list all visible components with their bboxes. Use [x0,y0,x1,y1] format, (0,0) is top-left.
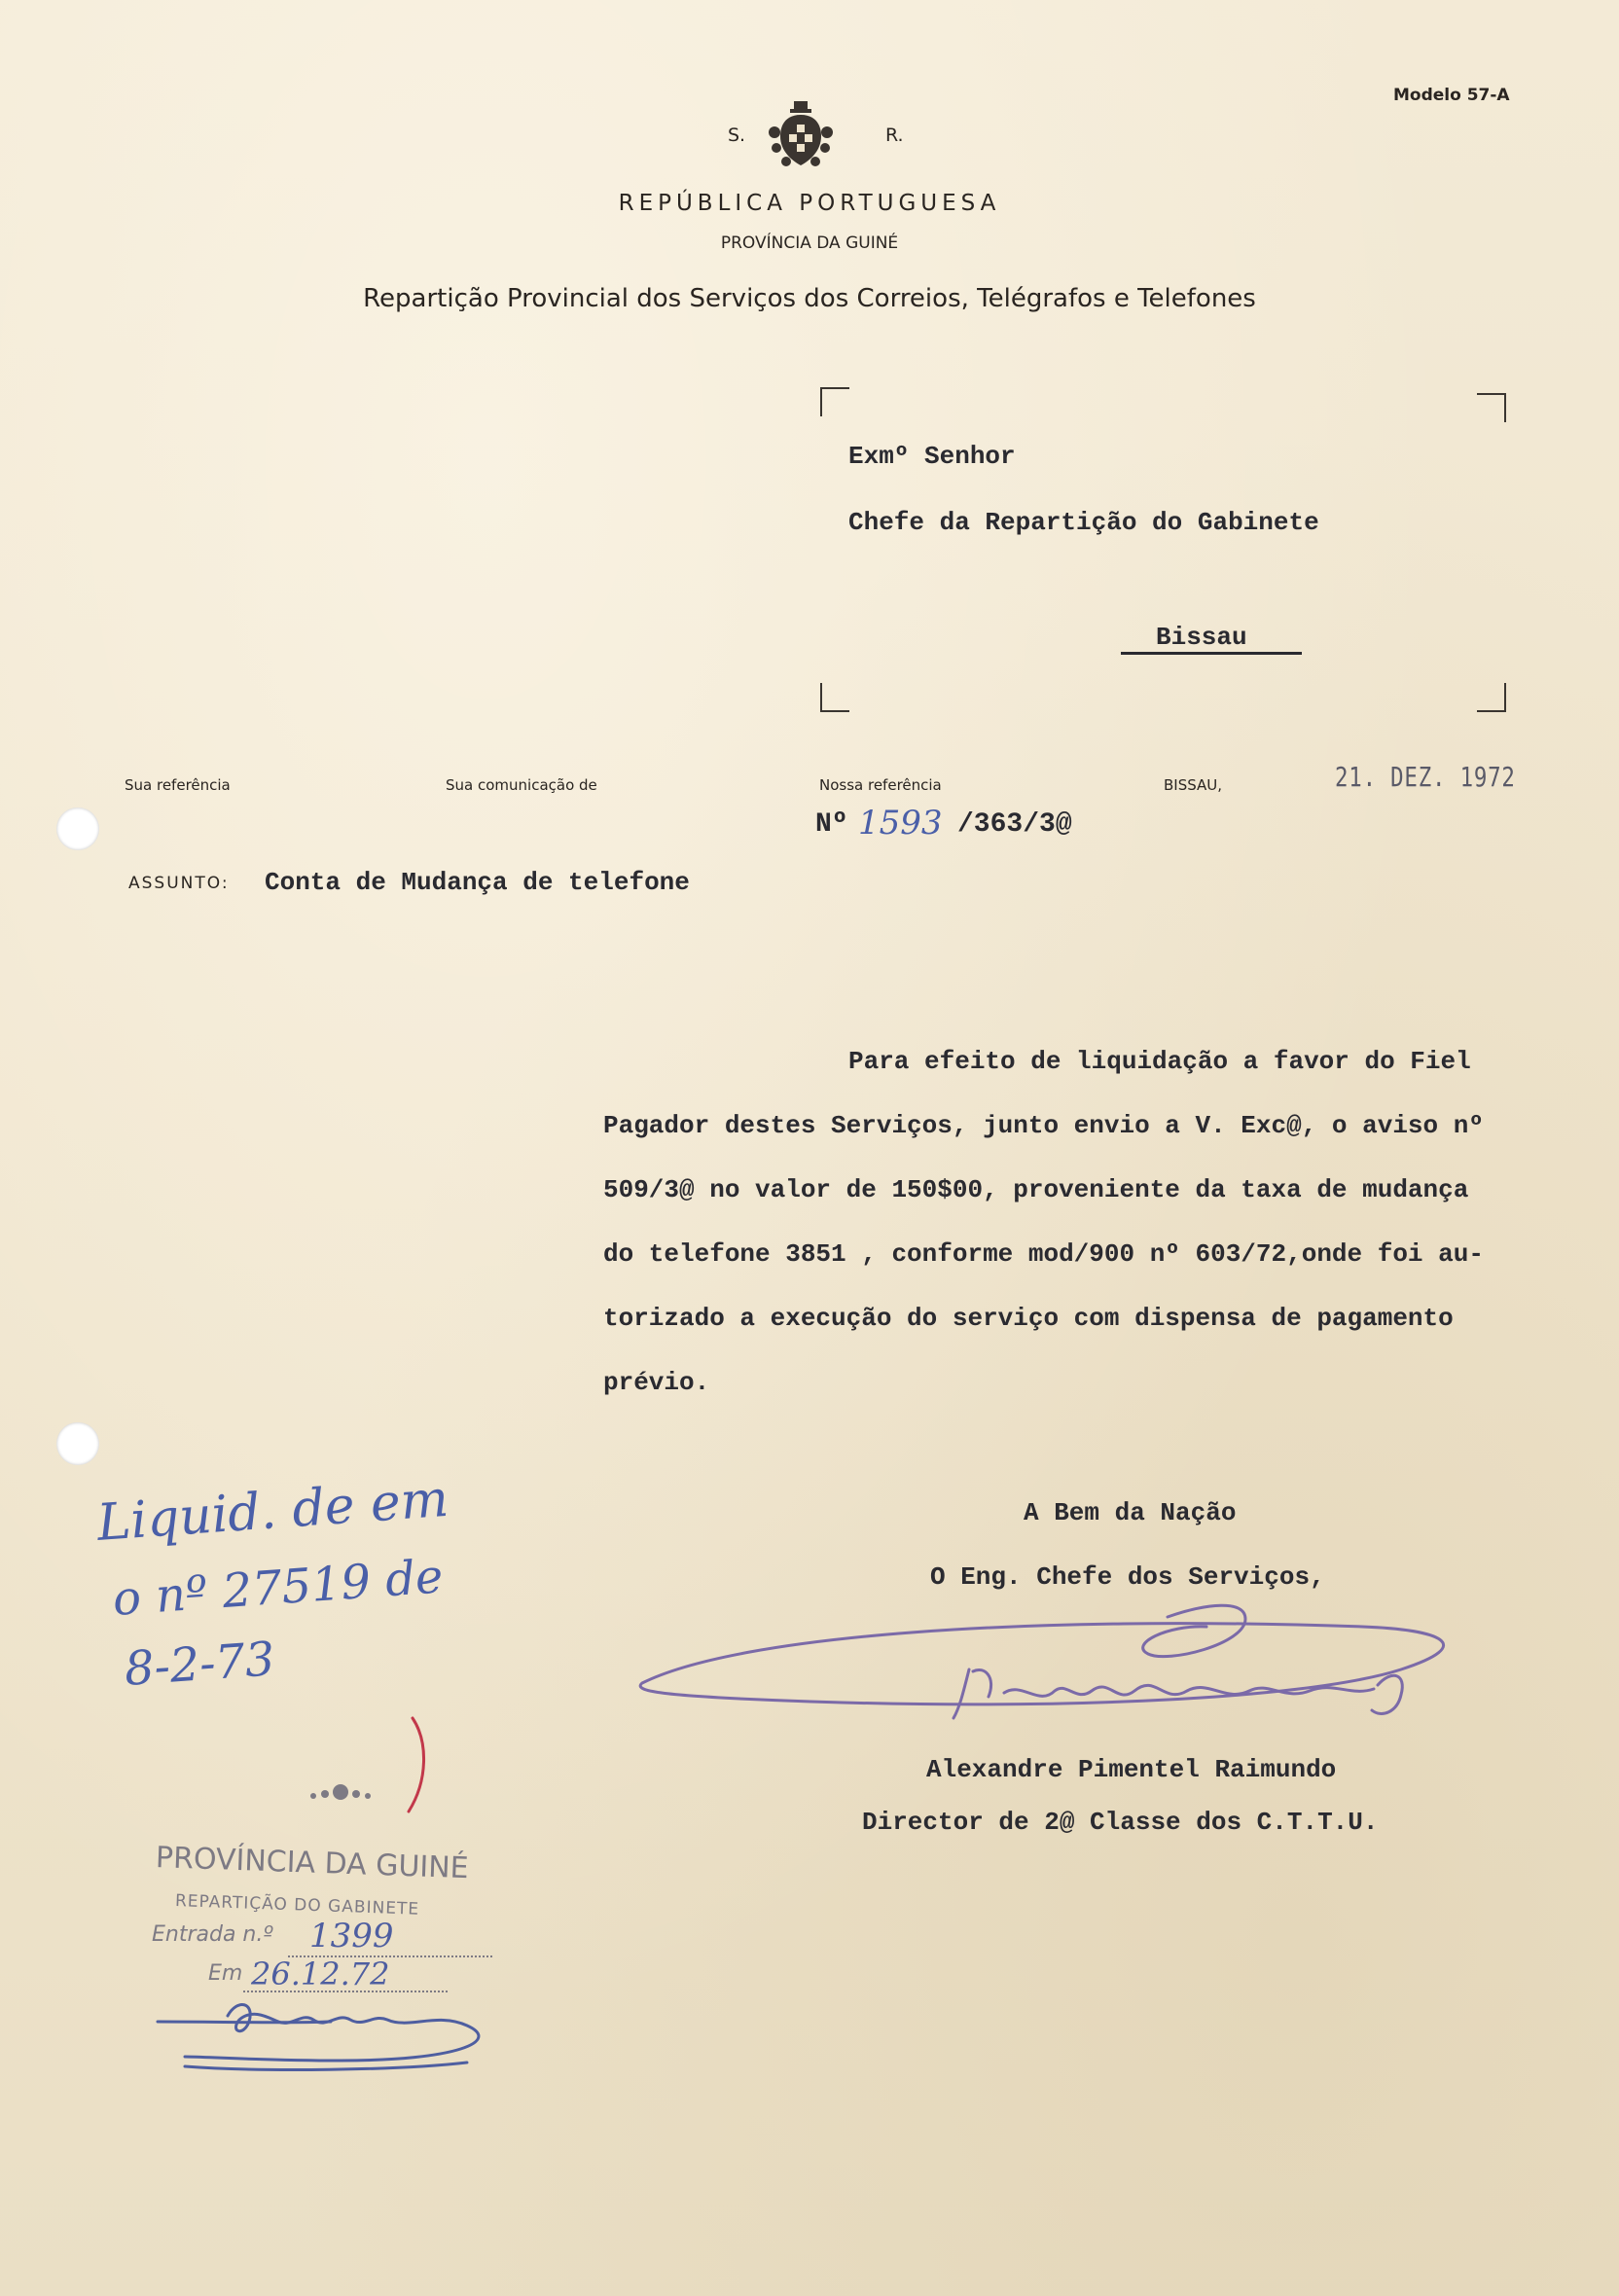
nossa-referencia-label: Nossa referência [819,776,942,794]
coat-of-arms-icon [767,97,835,175]
closing-motto: A Bem da Nação [1024,1498,1237,1527]
address-salutation: Exmº Senhor [848,442,1016,471]
stamp-department: REPARTIÇÃO DO GABINETE [174,1891,420,1919]
closing-role: O Eng. Chefe dos Serviços, [930,1562,1325,1592]
stamp-em-value: 26.12.72 [251,1955,390,1992]
stamp-province: PROVÍNCIA DA GUINÉ [155,1841,470,1886]
sua-referencia-label: Sua referência [125,776,231,794]
address-city: Bissau [1156,623,1247,652]
handwritten-note-line-2: o nº 27519 de [111,1549,446,1627]
body-line-5: torizado a execução do serviço com dispensa de pagamento [603,1304,1454,1333]
handwritten-note-line-1: Liquid. de em [94,1469,450,1553]
body-line-4: do telefone 3851 , conforme mod/900 nº 603/72,onde foi au- [603,1239,1484,1269]
body-line-6: prévio. [603,1368,710,1397]
body-line-2: Pagador destes Serviços, junto envio a V. Exc@, o aviso nº [603,1111,1484,1140]
sua-comunicacao-label: Sua comunicação de [446,776,597,794]
seal-right-letter: R. [885,125,904,146]
reference-suffix: /363/3@ [957,809,1072,840]
signature-icon [623,1576,1498,1732]
signatory-title: Director de 2@ Classe dos C.T.T.U. [862,1808,1379,1837]
republic-heading: REPÚBLICA PORTUGUESA [618,191,1001,216]
form-model-number: Modelo 57-A [1393,86,1510,105]
date-stamp: 21. DEZ. 1972 [1335,761,1516,793]
body-line-1: Para efeito de liquidação a favor do Fiel [848,1047,1471,1076]
subject-text: Conta de Mudança de telefone [265,868,690,897]
reference-handwritten-number: 1593 [858,804,943,843]
punch-hole-upper [56,807,99,850]
address-city-underline [1121,652,1302,655]
stamp-em-label: Em [208,1961,243,1986]
reference-prefix: Nº [815,809,848,840]
handwritten-note-line-3: 8-2-73 [123,1632,277,1697]
stamp-initials-icon [146,1992,535,2090]
punch-hole-lower [56,1422,99,1465]
seal-left-letter: S. [728,125,746,146]
address-corner-bottom-right [1477,683,1506,712]
address-corner-top-right [1477,393,1506,422]
subject-label: ASSUNTO: [128,874,230,893]
stamp-emblem-icon [292,1773,389,1812]
address-corner-bottom-left [820,683,849,712]
stamp-entrada-label: Entrada n.º [152,1922,273,1947]
address-corner-top-left [820,387,849,416]
department-heading: Repartição Provincial dos Serviços dos Correios, Telégrafos e Telefones [363,284,1256,313]
signatory-name: Alexandre Pimentel Raimundo [926,1755,1337,1784]
red-pencil-mark-icon [399,1712,438,1819]
body-line-3: 509/3@ no valor de 150$00, proveniente da taxa de mudança [603,1175,1469,1204]
province-heading: PROVÍNCIA DA GUINÉ [720,233,899,253]
place-label: BISSAU, [1164,776,1223,794]
address-recipient: Chefe da Repartição do Gabinete [848,508,1319,537]
stamp-entrada-value: 1399 [309,1917,394,1955]
